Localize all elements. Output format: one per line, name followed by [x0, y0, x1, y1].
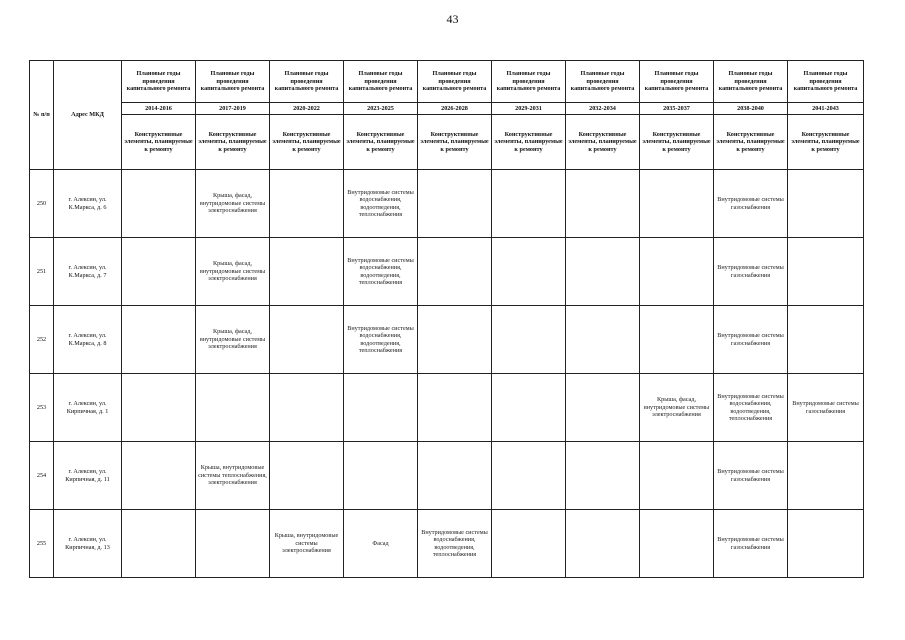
repair-elements-cell	[122, 170, 196, 238]
repair-elements-cell	[270, 306, 344, 374]
period-range: 2026-2028	[418, 103, 492, 115]
repair-elements-cell	[492, 442, 566, 510]
row-address: г. Алексин, ул. К.Маркса, д. 6	[54, 170, 122, 238]
repair-elements-cell	[492, 170, 566, 238]
repair-elements-cell: Внутридомовые системы водоснабжения, водоотведения, теплоснабжения	[418, 510, 492, 578]
period-range: 2020-2022	[270, 103, 344, 115]
period-header-label: Плановые годы проведения капитального ремонта	[344, 61, 418, 103]
repair-elements-cell	[492, 238, 566, 306]
repair-elements-cell	[566, 306, 640, 374]
repair-elements-cell	[418, 306, 492, 374]
repair-elements-cell	[122, 374, 196, 442]
repair-elements-cell	[196, 510, 270, 578]
row-address: г. Алексин, ул. Кирпичная, д. 13	[54, 510, 122, 578]
repair-elements-cell: Внутридомовые системы газоснабжения	[714, 442, 788, 510]
repair-elements-cell	[640, 306, 714, 374]
repair-elements-cell	[788, 510, 864, 578]
elements-header-label: Конструктивные элементы, планируемые к ремонту	[640, 115, 714, 170]
period-header-label: Плановые годы проведения капитального ремонта	[492, 61, 566, 103]
period-header-label: Плановые годы проведения капитального ремонта	[714, 61, 788, 103]
period-range: 2017-2019	[196, 103, 270, 115]
elements-header-label: Конструктивные элементы, планируемые к ремонту	[566, 115, 640, 170]
repair-elements-cell	[122, 442, 196, 510]
repair-elements-cell: Крыша, внутридомовые системы электроснабжения	[270, 510, 344, 578]
repair-elements-cell	[566, 442, 640, 510]
repair-elements-cell	[196, 374, 270, 442]
repair-elements-cell	[788, 170, 864, 238]
repair-elements-cell	[344, 374, 418, 442]
elements-header-label: Конструктивные элементы, планируемые к ремонту	[270, 115, 344, 170]
repair-elements-cell	[566, 510, 640, 578]
repair-elements-cell	[122, 510, 196, 578]
period-range: 2029-2031	[492, 103, 566, 115]
repair-elements-cell: Внутридомовые системы газоснабжения	[714, 170, 788, 238]
repair-elements-cell	[270, 442, 344, 510]
table-row	[30, 306, 864, 374]
repair-elements-cell	[566, 374, 640, 442]
repair-elements-cell: Крыша, фасад, внутридомовые системы электроснабжения	[196, 306, 270, 374]
repair-elements-cell	[418, 238, 492, 306]
repair-elements-cell	[418, 170, 492, 238]
repair-elements-cell	[492, 510, 566, 578]
elements-header-label: Конструктивные элементы, планируемые к ремонту	[196, 115, 270, 170]
period-header-label: Плановые годы проведения капитального ремонта	[122, 61, 196, 103]
repair-elements-cell	[640, 442, 714, 510]
repair-elements-cell	[122, 238, 196, 306]
row-address: г. Алексин, ул. К.Маркса, д. 8	[54, 306, 122, 374]
repair-elements-cell: Внутридомовые системы газоснабжения	[714, 238, 788, 306]
period-header-label: Плановые годы проведения капитального ремонта	[788, 61, 864, 103]
repair-elements-cell: Внутридомовые системы водоснабжения, водоотведения, теплоснабжения	[714, 374, 788, 442]
period-header-label: Плановые годы проведения капитального ремонта	[566, 61, 640, 103]
table-row	[30, 170, 864, 238]
period-range: 2023-2025	[344, 103, 418, 115]
repair-elements-cell	[270, 238, 344, 306]
period-range: 2032-2034	[566, 103, 640, 115]
repair-elements-cell: Крыша, фасад, внутридомовые системы электроснабжения	[640, 374, 714, 442]
elements-header-label: Конструктивные элементы, планируемые к ремонту	[122, 115, 196, 170]
repair-elements-cell: Внутридомовые системы водоснабжения, водоотведения, теплоснабжения	[344, 170, 418, 238]
page-number: 43	[446, 12, 459, 26]
repair-elements-cell: Внутридомовые системы водоснабжения, водоотведения, теплоснабжения	[344, 238, 418, 306]
period-header-label: Плановые годы проведения капитального ремонта	[640, 61, 714, 103]
repair-elements-cell	[418, 442, 492, 510]
elements-header-label: Конструктивные элементы, планируемые к ремонту	[714, 115, 788, 170]
repair-elements-cell: Крыша, фасад, внутридомовые системы электроснабжения	[196, 238, 270, 306]
repair-elements-cell: Внутридомовые системы водоснабжения, водоотведения, теплоснабжения	[344, 306, 418, 374]
row-number: 251	[30, 238, 54, 306]
period-range: 2038-2040	[714, 103, 788, 115]
repair-elements-cell	[270, 170, 344, 238]
period-range: 2014-2016	[122, 103, 196, 115]
row-address: г. Алексин, ул. Кирпичная, д. 11	[54, 442, 122, 510]
table-row	[30, 374, 864, 442]
repair-elements-cell	[566, 170, 640, 238]
row-address: г. Алексин, ул. К.Маркса, д. 7	[54, 238, 122, 306]
repair-elements-cell	[122, 306, 196, 374]
row-number: 252	[30, 306, 54, 374]
period-header-label: Плановые годы проведения капитального ремонта	[418, 61, 492, 103]
table-row	[30, 238, 864, 306]
repair-elements-cell	[788, 238, 864, 306]
period-range: 2035-2037	[640, 103, 714, 115]
repair-elements-cell: Фасад	[344, 510, 418, 578]
repair-elements-cell	[270, 374, 344, 442]
row-address: г. Алексин, ул. Кирпичная, д. 1	[54, 374, 122, 442]
row-number: 253	[30, 374, 54, 442]
table-row	[30, 510, 864, 578]
elements-header-label: Конструктивные элементы, планируемые к ремонту	[788, 115, 864, 170]
elements-header-label: Конструктивные элементы, планируемые к ремонту	[344, 115, 418, 170]
repair-elements-cell	[492, 374, 566, 442]
repair-elements-cell: Крыша, фасад, внутридомовые системы электроснабжения	[196, 170, 270, 238]
period-header-label: Плановые годы проведения капитального ремонта	[270, 61, 344, 103]
repair-elements-cell	[492, 306, 566, 374]
repair-elements-cell	[788, 306, 864, 374]
period-header-label: Плановые годы проведения капитального ремонта	[196, 61, 270, 103]
table-row	[30, 442, 864, 510]
row-number: 254	[30, 442, 54, 510]
repair-elements-cell: Внутридомовые системы газоснабжения	[714, 510, 788, 578]
repair-elements-cell	[566, 238, 640, 306]
col-number-header: № п/п	[30, 61, 54, 170]
repair-elements-cell	[418, 374, 492, 442]
col-address-header: Адрес МКД	[54, 61, 122, 170]
period-range: 2041-2043	[788, 103, 864, 115]
capital-repair-table	[29, 60, 864, 578]
repair-elements-cell	[640, 170, 714, 238]
row-number: 255	[30, 510, 54, 578]
elements-header-label: Конструктивные элементы, планируемые к ремонту	[492, 115, 566, 170]
elements-header-label: Конструктивные элементы, планируемые к ремонту	[418, 115, 492, 170]
repair-elements-cell	[788, 442, 864, 510]
repair-elements-cell	[640, 238, 714, 306]
repair-elements-cell: Внутридомовые системы газоснабжения	[714, 306, 788, 374]
row-number: 250	[30, 170, 54, 238]
repair-elements-cell: Внутридомовые системы газоснабжения	[788, 374, 864, 442]
repair-elements-cell	[344, 442, 418, 510]
repair-elements-cell: Крыша, внутридомовые системы теплоснабжения, электроснабжения	[196, 442, 270, 510]
repair-elements-cell	[640, 510, 714, 578]
